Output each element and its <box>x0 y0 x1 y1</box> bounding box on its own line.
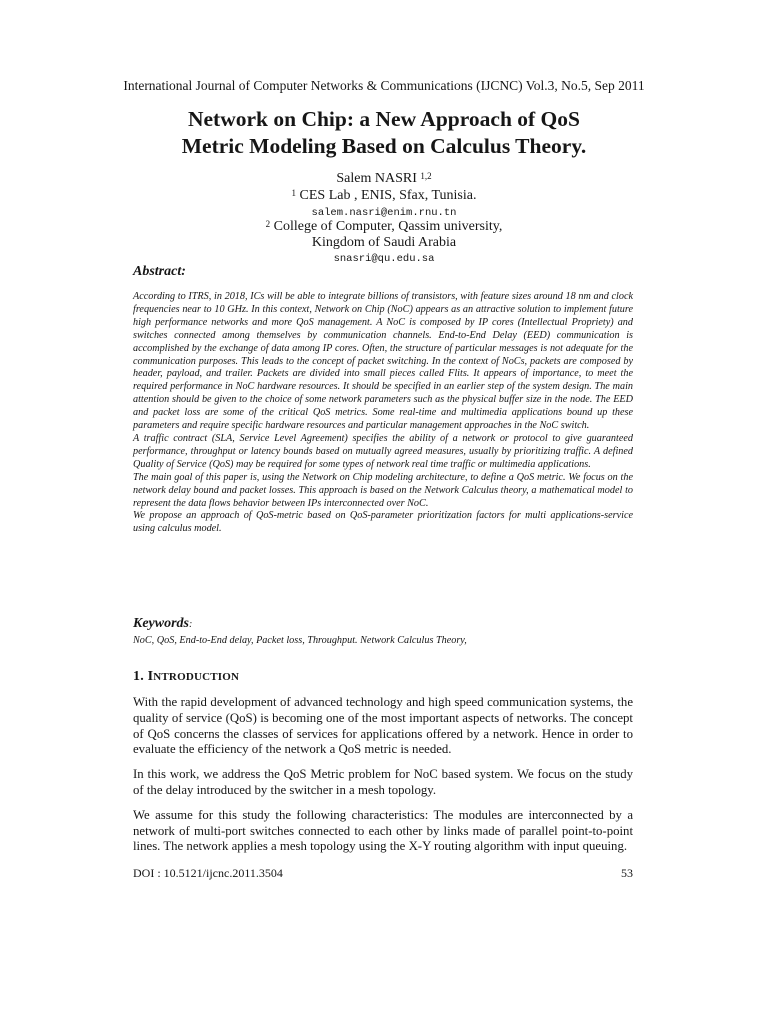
affiliation-1 <box>0 187 768 204</box>
keywords-text: NoC, QoS, End-to-End delay, Packet loss, Throughput. Network Calculus Theory, <box>133 635 467 646</box>
section-number: 1. I <box>133 669 154 684</box>
body-paragraph: In this work, we address the QoS Metric problem for NoC based system. We focus on the study of the delay introduced by the switcher in a mesh topology. <box>133 767 633 797</box>
doi-footer: DOI : 10.5121/ijcnc.2011.3504 <box>133 866 283 880</box>
page-number: 53 <box>621 866 633 880</box>
paper-title <box>0 106 768 160</box>
keywords-heading <box>133 616 192 632</box>
section-title-smallcaps: NTRODUCTION <box>153 671 240 683</box>
introduction-body <box>133 695 633 864</box>
journal-header: International Journal of Computer Networks & Communications (IJCNC) Vol.3, No.5, Sep 2011 <box>123 78 645 93</box>
body-paragraph: With the rapid development of advanced technology and high speed communication systems, the quality of service (QoS) is becoming one of the most important aspects of networks. The concept of QoS concerns the classes of services for applications offered by a network. Hence in order to evaluate the efficiency of the network a QoS metric is needed. <box>133 695 633 757</box>
title-line-2: Metric Modeling Based on Calculus Theory. <box>181 134 587 158</box>
abstract-paragraph: The main goal of this paper is, using the Network on Chip modeling architecture, to define a QoS metric. We focus on the network delay bound and packet losses. This approach is based on the Network Calculus theory, a mathematical model to represent the data flows behavior between IPs interconnected over NoC. <box>133 471 633 509</box>
section-heading-introduction <box>133 669 239 685</box>
email-2: snasri@qu.edu.sa <box>333 253 435 265</box>
body-paragraph: We assume for this study the following characteristics: The modules are interconnected by a network of multi-port switches connected to each other by links made of parallel point-to-point lines. The network applies a mesh topology using the X-Y routing algorithm with input queuing. <box>133 807 633 854</box>
abstract-paragraph: According to ITRS, in 2018, ICs will be able to integrate billions of transistors, with feature sizes around 18 nm and clock frequencies near to 10 GHz. In this context, Network on Chip (NoC) appears as an attractive solution to implement future high performance networks and more QoS management. A NoC is composed by IP cores (Intellectual Propriety) and switches connected among themselves by communication channels. End-to-End Delay (EED) communication is accomplished by the exchange of data among IP cores. Often, the structure of particular messages is not adequate for the communication purposes. This leads to the concept of packet switching. In the context of NoCs, packets are composed by header, payload, and trailer. Packets are divided into small pieces called Flits. It appears of importance, to meet the required performance in NoC hardware resources. It should be specified in an earlier step of the system design. The main attention should be given to the choice of some network parameters such as the physical buffer size in the node. The EED and packet loss are some of the critical QoS metrics. Some real-time and multimedia applications bound up these parameters and require specific hardware resources and particular management approaches in the NoC switch. <box>133 291 633 432</box>
affiliation-2-line-1: College of Computer, Qassim university, <box>273 219 503 234</box>
abstract-paragraph: We propose an approach of QoS-metric based on QoS-parameter prioritization factors for multi applications-service using calculus model. <box>133 510 633 535</box>
abstract-paragraph: A traffic contract (SLA, Service Level Agreement) specifies the ability of a network or protocol to give guaranteed performance, throughput or latency bounds based on mutually agreed measures, usually by prioritizing traffic. A defined Quality of Service (QoS) may be required for some types of network real time traffic or multimedia applications. <box>133 432 633 470</box>
affiliation-1-text: CES Lab , ENIS, Sfax, Tunisia. <box>299 188 477 203</box>
keywords-heading-text: Keywords <box>133 616 189 631</box>
abstract-heading: Abstract: <box>133 264 186 279</box>
affiliation-2-line-2: Kingdom of Saudi Arabia <box>311 235 457 250</box>
author-name <box>0 170 768 187</box>
email-1: salem.nasri@enim.rnu.tn <box>311 207 457 219</box>
abstract-body <box>133 291 633 536</box>
title-line-1: Network on Chip: a New Approach of QoS <box>187 107 580 131</box>
author-name-text: Salem NASRI <box>336 171 417 186</box>
affiliation-1-mark: 1 <box>291 188 297 198</box>
affiliation-2 <box>0 218 768 235</box>
author-affiliation-marks: 1,2 <box>420 171 432 181</box>
keywords-colon: : <box>189 619 193 630</box>
affiliation-2-mark: 2 <box>265 219 271 229</box>
